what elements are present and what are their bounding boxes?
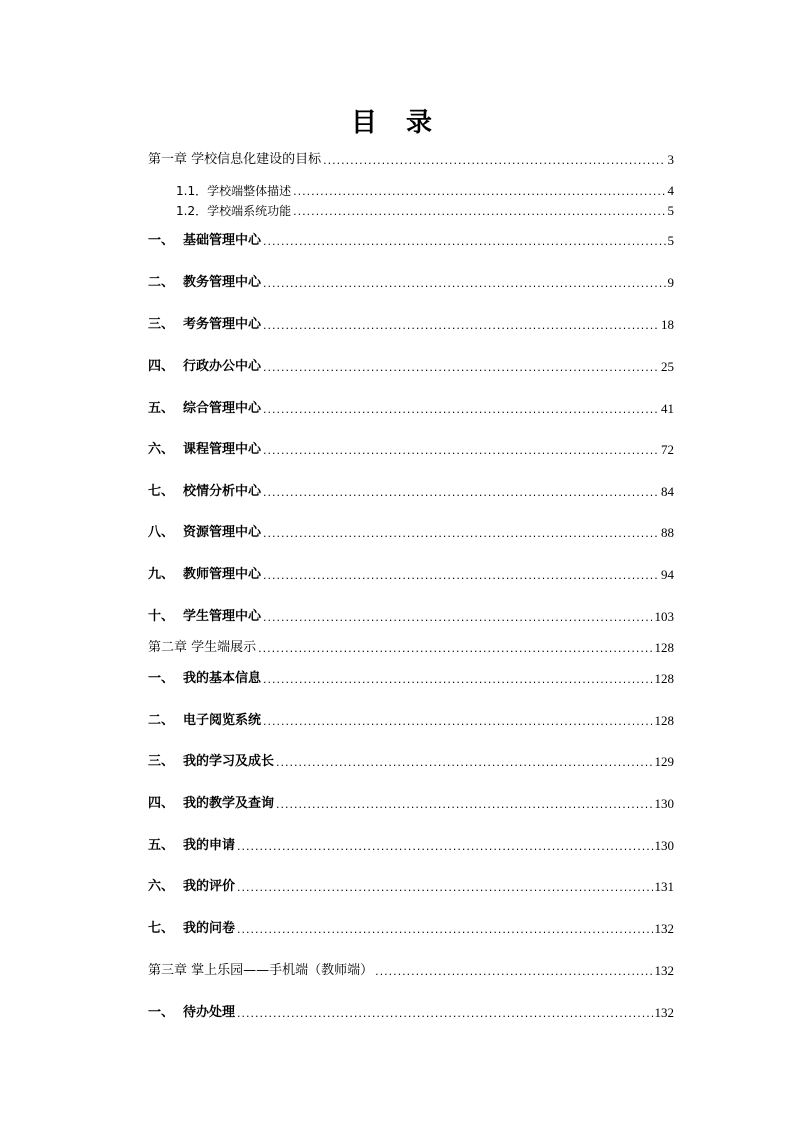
toc-entry-label: 电子阅览系统 bbox=[183, 713, 262, 728]
dot-leader bbox=[293, 185, 665, 199]
toc-entry-page: 4 bbox=[667, 183, 674, 198]
toc-entry-label: 第一章 学校信息化建设的目标 bbox=[148, 152, 322, 167]
dot-leader bbox=[263, 527, 659, 541]
toc-entry-label: 考务管理中心 bbox=[183, 317, 262, 332]
toc-entry-page: 72 bbox=[661, 442, 674, 457]
toc-entry-item[interactable] bbox=[148, 750, 674, 770]
toc-entry-page: 88 bbox=[661, 525, 674, 540]
toc-entry-item[interactable] bbox=[148, 313, 674, 333]
toc-entry-item[interactable] bbox=[148, 229, 674, 249]
dot-leader bbox=[276, 798, 652, 812]
toc-entry-item[interactable] bbox=[148, 1001, 674, 1021]
dot-leader bbox=[263, 673, 652, 687]
toc-entry-page: 5 bbox=[667, 233, 674, 248]
toc-entry-number: 四、 bbox=[148, 796, 175, 811]
toc-entry-number: 一、 bbox=[148, 233, 175, 248]
toc-entry-page: 84 bbox=[661, 484, 674, 499]
dot-leader bbox=[263, 361, 659, 375]
toc-entry-number: 七、 bbox=[148, 921, 175, 936]
dot-leader bbox=[263, 235, 665, 249]
toc-entry-label: 校情分析中心 bbox=[183, 484, 262, 499]
toc-entry-number: 三、 bbox=[148, 317, 175, 332]
toc-entry-page: 130 bbox=[654, 796, 674, 811]
toc-entry-label: 我的基本信息 bbox=[183, 671, 262, 686]
toc-entry-item[interactable] bbox=[148, 605, 674, 625]
toc-entry-item[interactable] bbox=[148, 917, 674, 937]
toc-entry-item[interactable] bbox=[148, 875, 674, 895]
toc-entry-item[interactable] bbox=[148, 563, 674, 583]
toc-entry-number: 三、 bbox=[148, 754, 175, 769]
toc-entry-number: 五、 bbox=[148, 838, 175, 853]
toc-entry-label: 行政办公中心 bbox=[183, 359, 262, 374]
toc-entry-item[interactable] bbox=[148, 438, 674, 458]
toc-entry-label: 学生管理中心 bbox=[183, 609, 262, 624]
dot-leader bbox=[263, 715, 652, 729]
toc-entry-label: 课程管理中心 bbox=[183, 442, 262, 457]
toc-entry-item[interactable] bbox=[148, 271, 674, 291]
toc-entry-item[interactable] bbox=[148, 397, 674, 417]
dot-leader bbox=[263, 277, 665, 291]
toc-entry-label: 待办处理 bbox=[183, 1005, 236, 1020]
toc-entry-number: 八、 bbox=[148, 525, 175, 540]
toc-entry-item[interactable] bbox=[148, 792, 674, 812]
dot-leader bbox=[263, 444, 659, 458]
toc-entry-number: 二、 bbox=[148, 275, 175, 290]
toc-entry-item[interactable] bbox=[148, 709, 674, 729]
toc-entry-label: 教师管理中心 bbox=[183, 567, 262, 582]
toc-entry-page: 128 bbox=[654, 713, 674, 728]
dot-leader bbox=[237, 923, 652, 937]
toc-entry-page: 103 bbox=[654, 609, 674, 624]
toc-entry-page: 128 bbox=[654, 640, 674, 655]
toc-entry-page: 5 bbox=[667, 203, 674, 218]
toc-entry-page: 132 bbox=[654, 963, 674, 978]
dot-leader bbox=[375, 965, 652, 979]
toc-entry-section-1-1[interactable] bbox=[176, 179, 674, 199]
toc-entry-item[interactable] bbox=[148, 667, 674, 687]
toc-entry-number: 九、 bbox=[148, 567, 175, 582]
toc-entry-label: 我的学习及成长 bbox=[183, 754, 275, 769]
toc-entry-page: 94 bbox=[661, 567, 674, 582]
toc-entry-chapter-2[interactable] bbox=[148, 636, 674, 656]
toc-entry-label: 第二章 学生端展示 bbox=[148, 640, 257, 655]
toc-entry-chapter-1[interactable] bbox=[148, 148, 674, 168]
toc-entry-label: 我的问卷 bbox=[183, 921, 236, 936]
toc-entry-number: 六、 bbox=[148, 442, 175, 457]
dot-leader bbox=[263, 486, 659, 500]
dot-leader bbox=[263, 569, 659, 583]
toc-entry-item[interactable] bbox=[148, 355, 674, 375]
toc-entry-label: 我的评价 bbox=[183, 879, 236, 894]
dot-leader bbox=[263, 403, 659, 417]
dot-leader bbox=[276, 756, 652, 770]
dot-leader bbox=[293, 205, 665, 219]
toc-entry-label: 第三章 掌上乐园——手机端（教师端） bbox=[148, 963, 374, 978]
toc-entry-section-1-2[interactable] bbox=[176, 199, 674, 219]
toc-entry-page: 18 bbox=[661, 317, 674, 332]
dot-leader bbox=[323, 154, 665, 168]
dot-leader bbox=[263, 611, 652, 625]
toc-entry-page: 41 bbox=[661, 401, 674, 416]
toc-entry-label: 资源管理中心 bbox=[183, 525, 262, 540]
toc-entry-number: 二、 bbox=[148, 713, 175, 728]
toc-entry-item[interactable] bbox=[148, 521, 674, 541]
toc-entry-number: 六、 bbox=[148, 879, 175, 894]
dot-leader bbox=[258, 642, 652, 656]
toc-entry-page: 132 bbox=[654, 921, 674, 936]
toc-entry-page: 131 bbox=[654, 879, 674, 894]
toc-entry-page: 9 bbox=[667, 275, 674, 290]
toc-entry-number: 四、 bbox=[148, 359, 175, 374]
toc-entry-label: 教务管理中心 bbox=[183, 275, 262, 290]
dot-leader bbox=[263, 319, 659, 333]
toc-entry-label: 1.2．学校端系统功能 bbox=[176, 204, 292, 218]
toc-entry-page: 129 bbox=[654, 754, 674, 769]
toc-entry-label: 综合管理中心 bbox=[183, 401, 262, 416]
toc-entry-page: 130 bbox=[654, 838, 674, 853]
toc-entry-label: 基础管理中心 bbox=[183, 233, 262, 248]
toc-entry-item[interactable] bbox=[148, 480, 674, 500]
toc-entry-number: 七、 bbox=[148, 484, 175, 499]
toc-entry-number: 一、 bbox=[148, 1005, 175, 1020]
toc-entry-page: 128 bbox=[654, 671, 674, 686]
toc-entry-page: 25 bbox=[661, 359, 674, 374]
toc-entry-number: 五、 bbox=[148, 401, 175, 416]
dot-leader bbox=[237, 1007, 652, 1021]
dot-leader bbox=[237, 840, 652, 854]
toc-entry-label: 我的申请 bbox=[183, 838, 236, 853]
toc-entry-number: 十、 bbox=[148, 609, 175, 624]
toc-entry-label: 我的教学及查询 bbox=[183, 796, 275, 811]
toc-entry-number: 一、 bbox=[148, 671, 175, 686]
page-title: 目 录 bbox=[350, 108, 443, 138]
toc-entry-page: 132 bbox=[654, 1005, 674, 1020]
toc-entry-page: 3 bbox=[667, 152, 674, 167]
toc-entry-item[interactable] bbox=[148, 834, 674, 854]
toc-entry-label: 1.1．学校端整体描述 bbox=[176, 184, 292, 198]
dot-leader bbox=[237, 881, 652, 895]
toc-entry-chapter-3[interactable] bbox=[148, 959, 674, 979]
